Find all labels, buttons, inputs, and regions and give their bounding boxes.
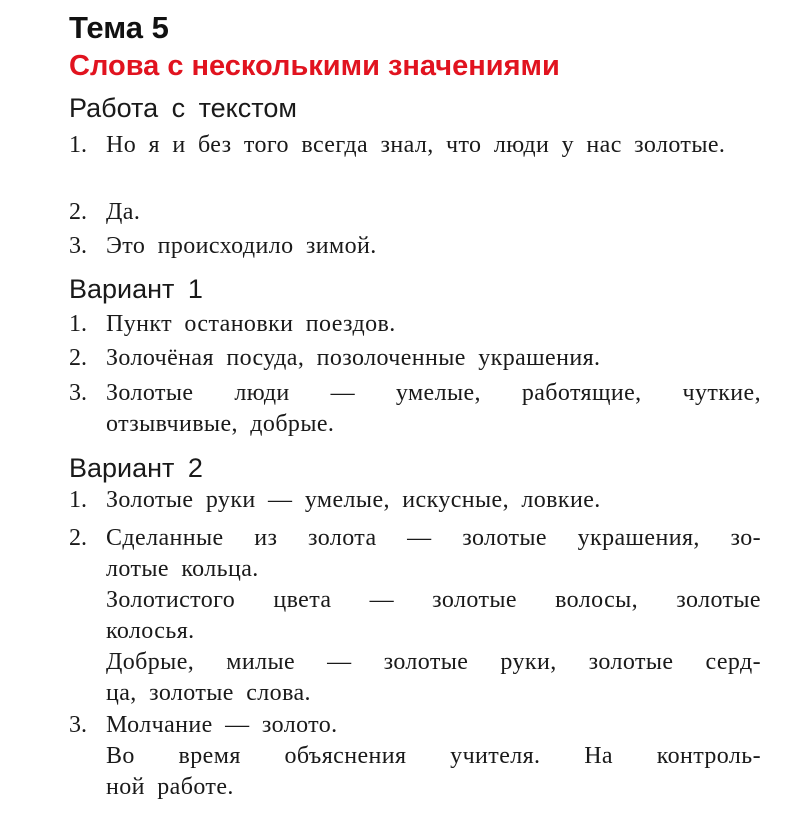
topic-title: Слова с несколькими значениями — [69, 50, 560, 82]
item-text: Пункт остановки поездов. — [106, 311, 396, 337]
item-text — [106, 710, 761, 803]
list-item — [69, 710, 761, 803]
item-number: 1. — [69, 132, 87, 158]
item-number: 3. — [69, 380, 87, 406]
item-number: 1. — [69, 487, 87, 513]
item-text: Золотые люди — умелые, работящие, чуткие, отзывчивые, добрые. — [106, 380, 761, 437]
list-item — [69, 343, 761, 374]
list-item — [69, 309, 761, 340]
list-item — [69, 130, 761, 161]
item-text-line: Добрые, милые — золотые руки, золотые серд- — [106, 649, 761, 675]
item-text: Да. — [106, 199, 141, 225]
item-text-line: колосья. — [106, 618, 195, 644]
list-item — [69, 523, 761, 709]
list-item — [69, 485, 761, 516]
item-text-line: лотые кольца. — [106, 556, 259, 582]
item-text: Золотые руки — умелые, искусные, ловкие. — [106, 487, 601, 513]
section-heading-work-with-text: Работа с текстом — [69, 93, 297, 123]
item-text: Это происходило зимой. — [106, 233, 377, 259]
item-text-line: Золотистого цвета — золотые волосы, золотые — [106, 587, 761, 613]
item-number: 2. — [69, 345, 87, 371]
item-text-line: Во время объяснения учителя. На контроль- — [106, 743, 761, 769]
list-item — [69, 378, 761, 440]
list-item — [69, 197, 761, 228]
item-text-line: ца, золотые слова. — [106, 680, 311, 706]
item-number: 2. — [69, 525, 87, 551]
item-text-line: Молчание — золото. — [106, 712, 338, 738]
section-heading-variant-2: Вариант 2 — [69, 453, 203, 483]
item-text-line: ной работе. — [106, 774, 234, 800]
item-text-line: Сделанные из золота — золотые украшения, зо- — [106, 525, 761, 551]
topic-number-heading: Тема 5 — [69, 10, 169, 45]
item-number: 3. — [69, 712, 87, 738]
item-text: Золочёная посуда, позолоченные украшения. — [106, 345, 601, 371]
section-heading-variant-1: Вариант 1 — [69, 274, 203, 304]
list-item — [69, 231, 761, 262]
item-number: 3. — [69, 233, 87, 259]
item-number: 1. — [69, 311, 87, 337]
item-text: Но я и без того всегда знал, что люди у нас золотые. — [106, 132, 726, 158]
item-text — [106, 523, 761, 709]
item-number: 2. — [69, 199, 87, 225]
